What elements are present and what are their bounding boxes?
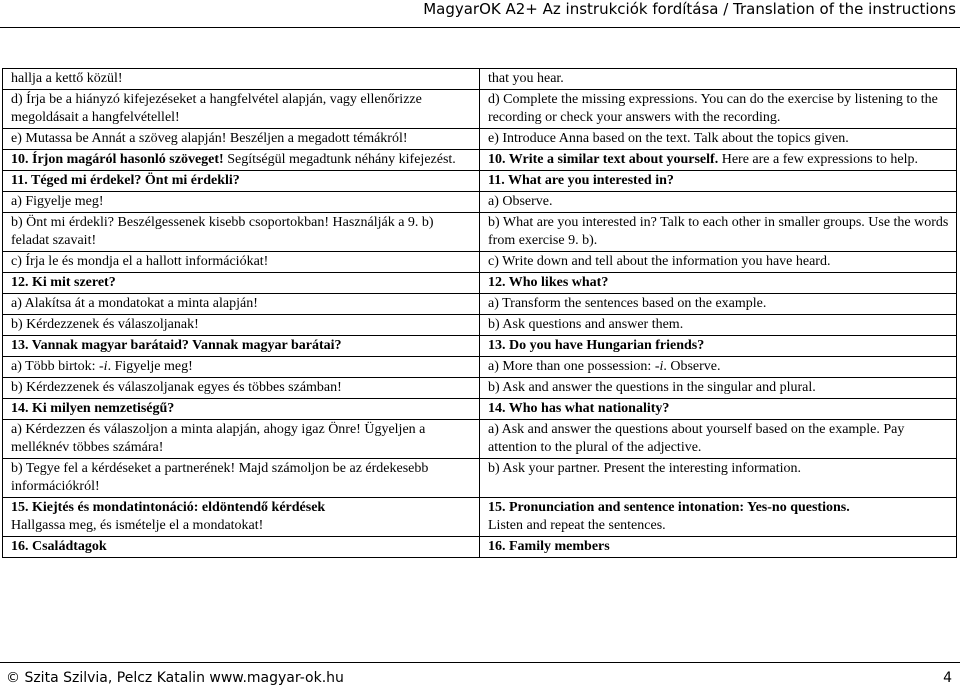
table-row xyxy=(3,420,957,459)
table-row xyxy=(3,90,957,129)
instruction-text: a) More than one possession: xyxy=(488,359,655,374)
hungarian-instruction: a) Figyelje meg! xyxy=(3,192,480,213)
english-instruction: 13. Do you have Hungarian friends? xyxy=(480,336,957,357)
instruction-heading: 15. Kiejtés és mondatintonáció: eldöntendő kérdések xyxy=(11,500,326,515)
suffix-example: -i xyxy=(654,359,664,374)
instruction-heading: 10. Write a similar text about yourself. xyxy=(488,152,719,167)
english-instruction: a) Observe. xyxy=(480,192,957,213)
table-row xyxy=(3,192,957,213)
table-row xyxy=(3,498,957,537)
english-instruction: 14. Who has what nationality? xyxy=(480,399,957,420)
copyright-text: © Szita Szilvia, Pelcz Katalin www.magyar-ok.hu xyxy=(6,670,344,686)
english-instruction: 11. What are you interested in? xyxy=(480,171,957,192)
hungarian-instruction: hallja a kettő közül! xyxy=(3,69,480,90)
hungarian-instruction: a) Kérdezzen és válaszoljon a minta alapján, ahogy igaz Önre! Ügyeljen a melléknév többes számára! xyxy=(3,420,480,459)
table-row xyxy=(3,399,957,420)
english-instruction: b) Ask and answer the questions in the singular and plural. xyxy=(480,378,957,399)
instruction-heading: 15. Pronunciation and sentence intonation: Yes-no questions. xyxy=(488,500,850,515)
table-row xyxy=(3,336,957,357)
page-footer xyxy=(6,669,952,687)
english-instruction: b) What are you interested in? Talk to each other in smaller groups. Use the words from exercise 9. b). xyxy=(480,213,957,252)
english-instruction: e) Introduce Anna based on the text. Talk about the topics given. xyxy=(480,129,957,150)
hungarian-instruction xyxy=(3,357,480,378)
hungarian-instruction: b) Önt mi érdekli? Beszélgessenek kisebb csoportokban! Használják a 9. b) feladat szavait! xyxy=(3,213,480,252)
table-row xyxy=(3,129,957,150)
suffix-example: -i xyxy=(99,359,108,374)
english-instruction: 12. Who likes what? xyxy=(480,273,957,294)
hungarian-instruction: 12. Ki mit szeret? xyxy=(3,273,480,294)
page-header-title: MagyarOK A2+ Az instrukciók fordítása / Translation of the instructions xyxy=(423,0,956,18)
hungarian-instruction: 11. Téged mi érdekel? Önt mi érdekli? xyxy=(3,171,480,192)
instruction-text: . Observe. xyxy=(663,359,721,374)
table-row xyxy=(3,273,957,294)
instruction-text: a) Több birtok: xyxy=(11,359,100,374)
english-instruction: 16. Family members xyxy=(480,537,957,558)
instruction-text: Listen and repeat the sentences. xyxy=(488,518,666,533)
english-instruction xyxy=(480,150,957,171)
instruction-text: . Figyelje meg! xyxy=(107,359,193,374)
table-row xyxy=(3,294,957,315)
english-instruction: d) Complete the missing expressions. You can do the exercise by listening to the recording or check your answers with the recording. xyxy=(480,90,957,129)
table-row xyxy=(3,171,957,192)
table-row xyxy=(3,315,957,336)
hungarian-instruction xyxy=(3,498,480,537)
english-instruction: b) Ask your partner. Present the interesting information. xyxy=(480,459,957,498)
instruction-heading: 10. Írjon magáról hasonló szöveget! xyxy=(11,152,224,167)
english-instruction: a) Transform the sentences based on the example. xyxy=(480,294,957,315)
hungarian-instruction: b) Kérdezzenek és válaszoljanak egyes és többes számban! xyxy=(3,378,480,399)
hungarian-instruction: d) Írja be a hiányzó kifejezéseket a hangfelvétel alapján, vagy ellenőrizze megoldásait a hangfelvétellel! xyxy=(3,90,480,129)
table-row xyxy=(3,69,957,90)
english-instruction: that you hear. xyxy=(480,69,957,90)
footer-divider xyxy=(0,662,960,663)
english-instruction: c) Write down and tell about the information you have heard. xyxy=(480,252,957,273)
table-row xyxy=(3,378,957,399)
table-row xyxy=(3,357,957,378)
table-row xyxy=(3,150,957,171)
hungarian-instruction: b) Tegye fel a kérdéseket a partnerének! Majd számoljon be az érdekesebb információkról! xyxy=(3,459,480,498)
hungarian-instruction: e) Mutassa be Annát a szöveg alapján! Beszéljen a megadott témákról! xyxy=(3,129,480,150)
table-row xyxy=(3,537,957,558)
header-divider xyxy=(0,27,960,28)
english-instruction xyxy=(480,498,957,537)
hungarian-instruction xyxy=(3,150,480,171)
table-row xyxy=(3,252,957,273)
english-instruction: a) Ask and answer the questions about yourself based on the example. Pay attention to the plural of the adjective. xyxy=(480,420,957,459)
translation-table xyxy=(2,68,957,558)
instruction-text: Here are a few expressions to help. xyxy=(718,152,919,167)
hungarian-instruction: 13. Vannak magyar barátaid? Vannak magyar barátai? xyxy=(3,336,480,357)
hungarian-instruction: 16. Családtagok xyxy=(3,537,480,558)
instruction-text: Hallgassa meg, és ismételje el a mondatokat! xyxy=(11,518,264,533)
english-instruction xyxy=(480,357,957,378)
table-row xyxy=(3,459,957,498)
hungarian-instruction: a) Alakítsa át a mondatokat a minta alapján! xyxy=(3,294,480,315)
hungarian-instruction: 14. Ki milyen nemzetiségű? xyxy=(3,399,480,420)
table-row xyxy=(3,213,957,252)
english-instruction: b) Ask questions and answer them. xyxy=(480,315,957,336)
hungarian-instruction: c) Írja le és mondja el a hallott információkat! xyxy=(3,252,480,273)
page-number: 4 xyxy=(943,670,952,686)
hungarian-instruction: b) Kérdezzenek és válaszoljanak! xyxy=(3,315,480,336)
instruction-text: Segítségül megadtunk néhány kifejezést. xyxy=(223,152,456,167)
